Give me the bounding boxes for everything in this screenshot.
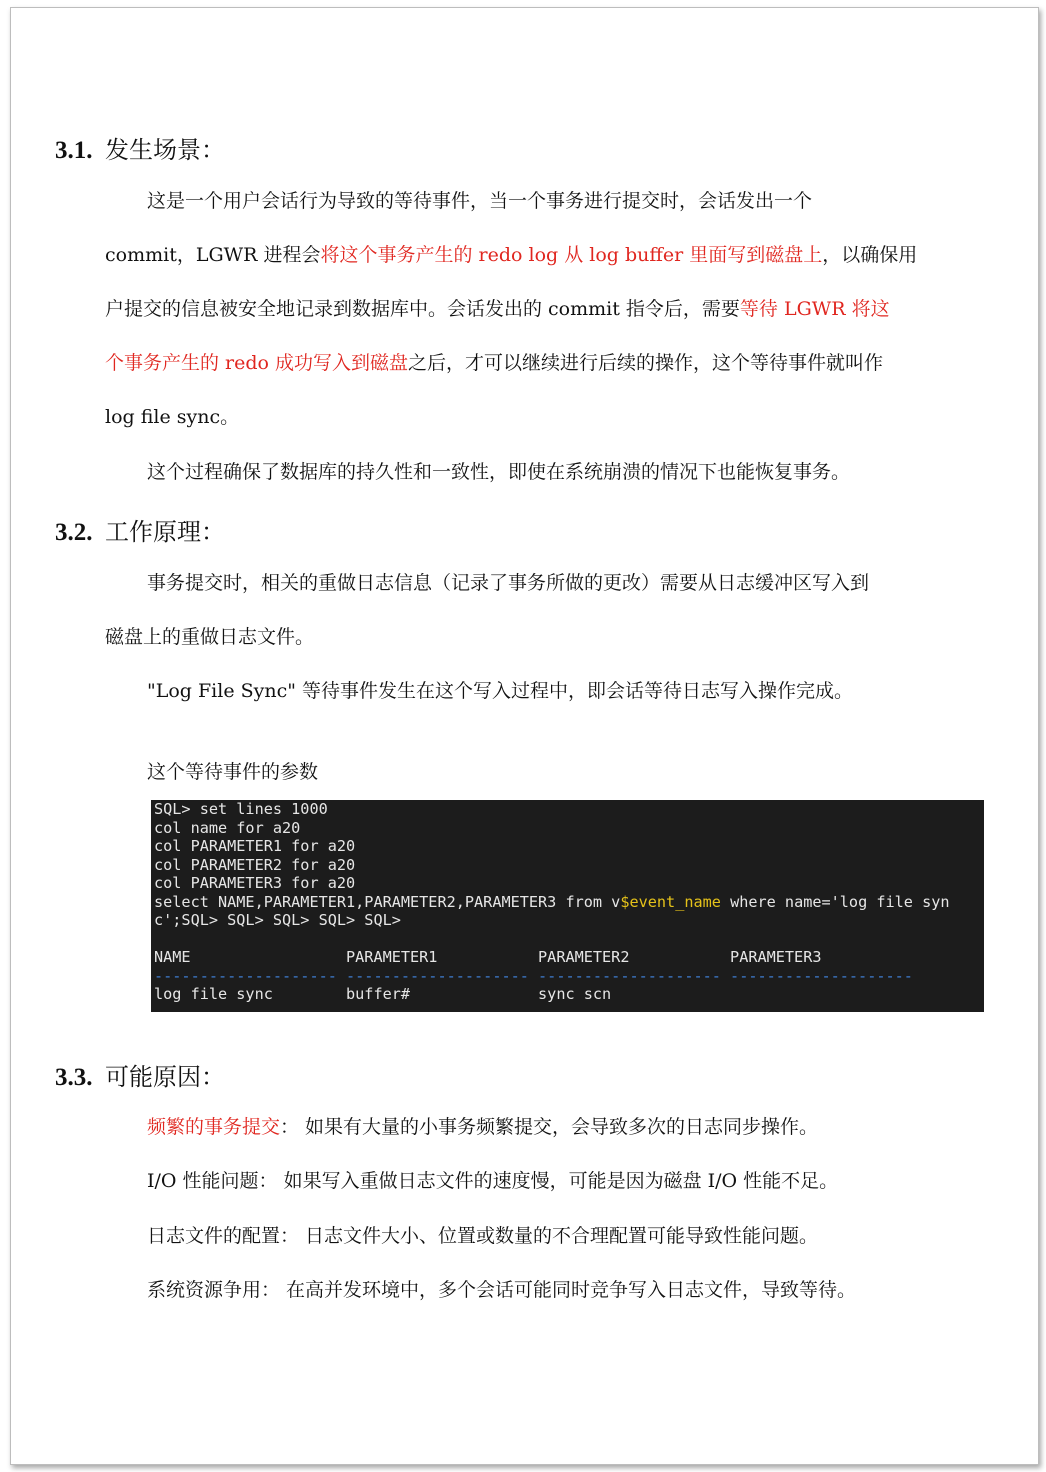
- section-heading-3-3: [55, 1057, 225, 1092]
- paragraph-line: 这是一个用户会话行为导致的等待事件，当一个事务进行提交时，会话发出一个: [147, 190, 813, 212]
- code-variable: $event_name: [620, 892, 721, 911]
- result-separator: -------------------- -------------------- -------------------- --------------------: [154, 966, 913, 985]
- paragraph-line: [105, 241, 917, 269]
- section-heading-3-1: [55, 130, 225, 165]
- cause-item: [147, 1113, 818, 1141]
- text-run: ： 如果有大量的小事务频繁提交，会导致多次的日志同步操作。: [280, 1116, 819, 1138]
- section-number: 3.1.: [55, 137, 93, 164]
- paragraph-line: 事务提交时，相关的重做日志信息（记录了事务所做的更改）需要从日志缓冲区写入到: [147, 572, 870, 594]
- section-title: 发生场景：: [105, 136, 225, 164]
- paragraph-line: log file sync。: [105, 406, 240, 428]
- section-title: 可能原因：: [105, 1063, 225, 1091]
- highlighted-text: 等待 LGWR 将这: [739, 298, 890, 320]
- code-line: SQL> set lines 1000: [154, 800, 328, 818]
- text-run: ，以确保用: [822, 244, 918, 266]
- text-run: commit，LGWR 进程会: [105, 244, 321, 266]
- code-line: col PARAMETER1 for a20: [154, 837, 356, 855]
- paragraph-line: 这个等待事件的参数: [147, 761, 319, 783]
- paragraph-line: 这个过程确保了数据库的持久性和一致性，即使在系统崩溃的情况下也能恢复事务。: [147, 461, 851, 483]
- code-line: c';SQL> SQL> SQL> SQL> SQL>: [154, 911, 401, 929]
- text-run: 之后，才可以继续进行后续的操作，这个等待事件就叫作: [408, 352, 884, 374]
- paragraph-line: [105, 349, 883, 377]
- sql-terminal-block: [151, 800, 984, 1012]
- section-title: 工作原理：: [105, 518, 225, 546]
- code-line: col PARAMETER2 for a20: [154, 855, 356, 874]
- cause-item: 系统资源争用： 在高并发环境中，多个会话可能同时竞争写入日志文件，导致等待。: [147, 1279, 857, 1301]
- code-line: [154, 893, 950, 912]
- code-line: col name for a20: [154, 818, 301, 837]
- paragraph-line: 磁盘上的重做日志文件。: [105, 626, 315, 648]
- cause-item: I/O 性能问题： 如果写入重做日志文件的速度慢，可能是因为磁盘 I/O 性能不足。: [147, 1170, 839, 1192]
- code-line: col PARAMETER3 for a20: [154, 874, 356, 892]
- highlighted-text: 将这个事务产生的 redo log 从 log buffer 里面写到磁盘上: [320, 244, 823, 266]
- highlighted-text: 个事务产生的 redo 成功写入到磁盘: [105, 352, 409, 374]
- paragraph-line: "Log File Sync" 等待事件发生在这个写入过程中，即会话等待日志写入操作完成。: [147, 680, 854, 702]
- text-run: 户提交的信息被安全地记录到数据库中。会话发出的 commit 指令后，需要: [105, 298, 740, 320]
- section-number: 3.3.: [55, 1064, 93, 1091]
- section-number: 3.2.: [55, 519, 93, 546]
- result-row: log file sync buffer# sync scn: [154, 985, 612, 1003]
- paragraph-line: [105, 295, 890, 323]
- code-text: select NAME,PARAMETER1,PARAMETER2,PARAMETER3 from v: [154, 892, 621, 911]
- cause-item: 日志文件的配置： 日志文件大小、位置或数量的不合理配置可能导致性能问题。: [147, 1225, 819, 1247]
- section-heading-3-2: [55, 512, 225, 547]
- highlighted-text: 频繁的事务提交: [147, 1116, 281, 1138]
- result-header: NAME PARAMETER1 PARAMETER2 PARAMETER3: [154, 948, 822, 966]
- code-text: where name='log file syn: [720, 892, 950, 911]
